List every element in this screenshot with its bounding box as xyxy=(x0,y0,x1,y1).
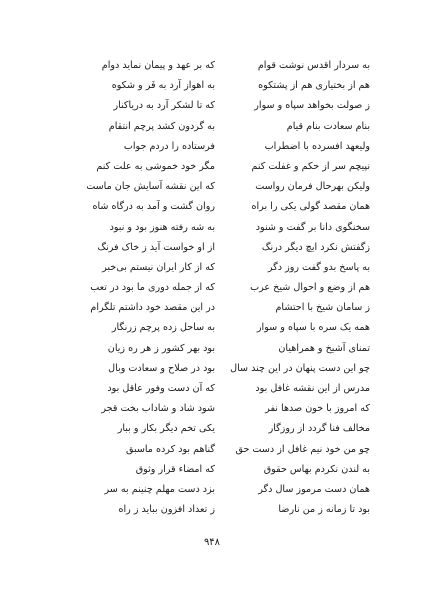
verse-left-hemistich: ز تعداد افزون بباید ز راه xyxy=(118,504,215,516)
verse-right-hemistich: ولیعهد افسرده با اضطراب xyxy=(264,140,370,152)
verse-row xyxy=(70,278,370,298)
verse-row xyxy=(70,238,370,258)
verse-left-hemistich: به ساحل زده پرچم زرنگار xyxy=(111,322,215,334)
verse-right-hemistich: تمنای آشیخ و همراهیان xyxy=(278,342,370,354)
verse-row xyxy=(70,500,370,520)
verse-left-hemistich: روان گشت و آمد به درگاه شاه xyxy=(92,201,215,213)
verse-left-hemistich: در این مقصد خود داشتم تلگرام xyxy=(90,302,215,314)
verse-right-hemistich: چو من خود نیم غافل از دست حق xyxy=(235,443,370,455)
verse-left-hemistich: که از کار ایران نیستم بی‌خبر xyxy=(102,261,215,273)
verse-row xyxy=(70,339,370,359)
verse-right-hemistich: چو این دست پنهان در این چند سال xyxy=(230,362,370,374)
verse-row xyxy=(70,137,370,157)
page-number: ۹۴۸ xyxy=(203,537,221,548)
verse-right-hemistich: که امروز با خون صدها نفر xyxy=(265,403,370,415)
verse-right-hemistich: هم از بختیاری هم از پشتکوه xyxy=(258,80,370,92)
verse-left-hemistich: بزد دست مهلم چنینم به سر xyxy=(104,483,215,495)
verse-left-hemistich: از او خواست آید ز خاک فرنگ xyxy=(97,241,215,253)
verse-left-hemistich: به اهواز آرد به فَر و شکوه xyxy=(111,80,215,92)
verse-left-hemistich: که تا لشکر آرد به دریاکنار xyxy=(113,100,215,112)
verse-right-hemistich: سخنگوی دانا بر گفت و شنود xyxy=(255,221,370,233)
verse-left-hemistich: که آن دست وفور عاقل بود xyxy=(107,383,215,394)
verse-left-hemistich: یکی تخم دیگر بکار و ببار xyxy=(117,423,215,435)
verse-right-hemistich: همان مقصد گولی یکی را براه xyxy=(251,201,370,213)
verse-row xyxy=(70,298,370,318)
verse-right-hemistich: بود تا زمانه ز من نارضا xyxy=(278,504,370,516)
verse-row xyxy=(70,218,370,238)
verse-left-hemistich: به گردون کشد پرچم انتقام xyxy=(108,120,215,132)
verse-row xyxy=(70,76,370,96)
verse-left-hemistich: که امضاء قرار وثوق xyxy=(135,463,215,475)
verse-row xyxy=(70,258,370,278)
verse-row xyxy=(70,480,370,500)
verse-left-hemistich: که از جمله دوری ما بود در تعب xyxy=(90,282,215,294)
verse-left-hemistich: شود شاد و شاداب بخت قجر xyxy=(101,403,215,415)
verse-row xyxy=(70,157,370,177)
verse-right-hemistich: مخالف فنا گردد از روزگار xyxy=(268,423,370,435)
verse-row xyxy=(70,359,370,379)
verse-right-hemistich: نپیچم سر از حکم و غفلت کنم xyxy=(251,160,370,172)
verse-right-hemistich: ز صولت بخواهد سپاه و سوار xyxy=(254,100,370,112)
verse-row xyxy=(70,318,370,338)
verse-left-hemistich: بود بهر کشور ز هر ره زیان xyxy=(107,342,215,354)
verse-row xyxy=(70,419,370,439)
verse-row xyxy=(70,117,370,137)
verse-row xyxy=(70,379,370,399)
verse-row xyxy=(70,399,370,419)
verse-right-hemistich: ز سامان شیخ با احتشام xyxy=(275,302,370,314)
verse-right-hemistich: ولیکن بهرحال فرمان رواست xyxy=(255,181,370,193)
verse-row xyxy=(70,460,370,480)
verse-right-hemistich: به پاسخ بدو گفت روز دگر xyxy=(267,261,370,273)
verse-right-hemistich: به لندن نکردم بهاس حقوق xyxy=(263,463,370,475)
verse-left-hemistich: به شه رفته هنوز بود و نبود xyxy=(109,221,215,233)
verse-right-hemistich: همه یک سره با سپاه و سوار xyxy=(256,322,370,334)
poem-text xyxy=(70,56,370,520)
verse-row xyxy=(70,440,370,460)
verse-right-hemistich: بنام سعادت بنام قیام xyxy=(286,120,370,132)
verse-left-hemistich: فرستاده را دردم جواب xyxy=(123,140,215,152)
verse-left-hemistich: گناهم بود کرده ماسبق xyxy=(125,443,215,455)
verse-row xyxy=(70,56,370,76)
verse-row xyxy=(70,96,370,116)
verse-row xyxy=(70,197,370,217)
verse-left-hemistich: که این نقشه آسایش جان ماست xyxy=(86,181,215,193)
verse-right-hemistich: هم از وضع و احوال شیخ عرب xyxy=(250,282,370,294)
verse-right-hemistich: مدرس از این نقشه غافل بود xyxy=(255,383,370,394)
verse-left-hemistich: بود در صلاح و سعادت وبال xyxy=(108,362,215,374)
verse-right-hemistich: به سردار اقدس نوشت قوام xyxy=(257,60,370,71)
verse-right-hemistich: زگفتش نکرد ایچ دیگر درنگ xyxy=(261,241,370,253)
verse-left-hemistich: که بر عهد و پیمان نماید دوام xyxy=(101,60,215,71)
verse-right-hemistich: همان دست مرموز سال دگر xyxy=(258,483,370,495)
verse-left-hemistich: مگر خود خموشی به علت کنم xyxy=(96,160,215,172)
verse-row xyxy=(70,177,370,197)
